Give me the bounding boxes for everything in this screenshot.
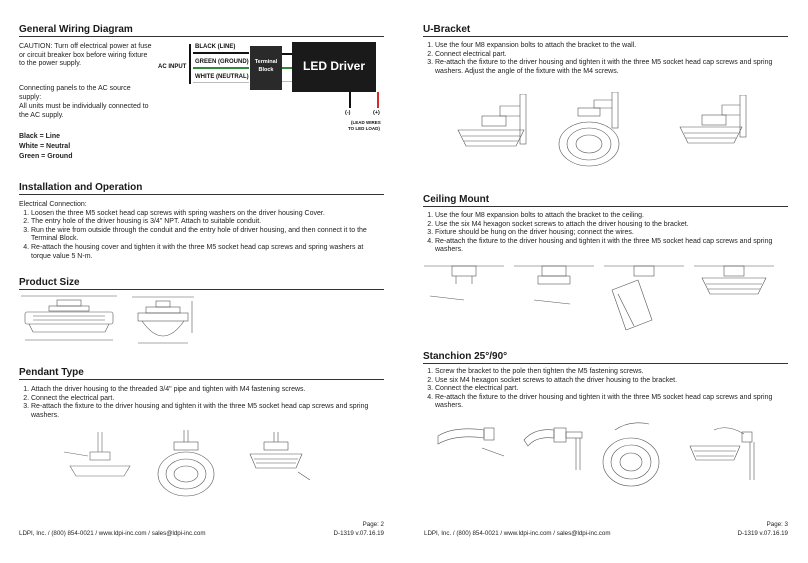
wire-black-label: BLACK (LINE) [195,44,236,50]
lead-wires-label-2: TO LED LOAD) [348,126,380,131]
wire-negative [349,92,351,108]
wiring-individual: All units must be individually connected to the AC supply. [19,103,149,119]
ceiling-step-2-drawing [514,260,594,330]
ceiling-step-4: 4. Re-attach the fixture to the driver housing and tighten it with the three M5 socket head cap screws and spring washers. [435,238,789,255]
ubracket-step-3: 3. Re-attach the fixture to the driver housing and tighten it with the three M5 socket head cap screws and spring washers. Adjust the angle of the fixture with the M4 screws. [435,59,789,76]
ac-input-label: AC INPUT [158,64,187,70]
legend-black: Black = Line [19,133,61,140]
stanchion-step-3-drawing [599,420,674,500]
installation-step-2: 2. The entry hole of the driver housing is 3/4" NPT. Attach to suitable conduit. [31,218,384,227]
installation-step-1: 1. Loosen the three M5 socket head cap screws with spring washers on the driver housing Cover. [31,210,384,219]
pendant-step-2: 2. Connect the electrical part. [31,395,384,404]
ceiling-title: Ceiling Mount [423,194,490,205]
pendant-title-rule [19,379,384,380]
stanchion-steps [423,368,789,411]
product-side-view-drawing [19,292,119,352]
ubracket-step-2-drawing [554,92,629,182]
wiring-title: General Wiring Diagram [19,24,133,35]
ubracket-step-1-drawing [454,94,534,169]
stanchion-step-3: 3. Connect the electrical part. [435,385,789,394]
wire-black [193,52,249,54]
ubracket-step-3-drawing [674,95,754,165]
stanchion-step-4-drawing [684,420,764,488]
left-footer-page: Page: 2 [362,521,384,528]
wire-positive [377,92,379,108]
wire-green [193,67,249,69]
link-black [282,53,292,55]
product-size-title-rule [19,289,384,290]
pendant-title: Pendant Type [19,367,84,378]
terminal-label-1: Terminal [254,59,278,65]
led-driver-label: LED Driver [302,59,366,73]
product-size-title: Product Size [19,277,80,288]
ceiling-step-1-drawing [424,260,504,335]
wiring-caution: CAUTION: Turn off electrical power at fuse or circuit breaker box before wiring fixture to the power supply. [19,43,152,68]
ubracket-title-rule [423,36,788,37]
ceiling-step-3-drawing [604,260,684,340]
plus-label: (+) [373,110,380,116]
ceiling-step-2: 2. Use the six M4 hexagon socket screws to attach the driver housing to the bracket. [435,221,789,230]
left-footer-contact: LDPI, Inc. / (800) 854-0021 / www.ldpi-inc.com / sales@ldpi-inc.com [19,530,206,537]
right-footer-page: Page: 3 [766,521,788,528]
wire-green-label: GREEN (GROUND) [195,59,249,65]
right-page [404,0,808,563]
ceiling-steps [423,212,789,255]
stanchion-title-rule [423,363,788,364]
ceiling-step-1: 1. Use the four M8 expansion bolts to attach the bracket to the ceiling. [435,212,789,221]
ac-input-bracket [189,44,191,84]
installation-title-rule [19,194,384,195]
right-footer-contact: LDPI, Inc. / (800) 854-0021 / www.ldpi-inc.com / sales@ldpi-inc.com [424,530,611,537]
ubracket-title: U-Bracket [423,24,471,35]
pendant-step-3-drawing [242,432,312,487]
pendant-step-3: 3. Re-attach the fixture to the driver housing and tighten it with the three M5 socket head cap screws and spring washers. [31,403,384,420]
ceiling-step-4-drawing [694,260,774,332]
ubracket-steps [423,42,789,76]
installation-intro: Electrical Connection: [19,201,87,208]
terminal-block [250,46,282,90]
installation-body [19,201,384,261]
installation-step-4: 4. Re-attach the housing cover and tighten it with the three M5 socket head cap screws and spring washers at torque value 5 N-m. [31,244,384,261]
lead-wires-label-1: (LEAD WIRES [351,120,381,125]
link-green [282,67,292,69]
legend-white: White = Neutral [19,143,71,150]
ubracket-step-2: 2. Connect electrical part. [435,51,789,60]
ceiling-title-rule [423,206,788,207]
stanchion-step-1-drawing [434,422,509,482]
pendant-steps [19,386,384,420]
wiring-diagram [155,40,385,140]
stanchion-title: Stanchion 25°/90° [423,351,508,362]
stanchion-step-1: 1. Screw the bracket to the pole then tighten the M5 fastening screws. [435,368,789,377]
ubracket-step-1: 1. Use the four M8 expansion bolts to attach the bracket to the wall. [435,42,789,51]
pendant-step-2-drawing [150,430,220,505]
link-white [282,81,292,82]
wire-white-label: WHITE (NEUTRAL) [195,74,249,80]
legend-green: Green = Ground [19,153,73,160]
stanchion-step-4: 4. Re-attach the fixture to the driver housing and tighten it with the three M5 socket head cap screws and spring washers. [435,394,789,411]
wiring-connecting: Connecting panels to the AC source supply: [19,85,131,101]
pendant-step-1: 1. Attach the driver housing to the threaded 3/4" pipe and tighten with M4 fastening screws. [31,386,384,395]
minus-label: (-) [345,110,351,116]
wiring-title-rule [19,36,384,37]
pendant-step-1-drawing [60,432,140,492]
installation-step-3: 3. Run the wire from outside through the conduit and the entry hole of driver housing, and then connect it to the Terminal Block. [31,227,384,244]
right-footer-doc: D-1319 v.07.16.19 [737,530,788,537]
left-footer-doc: D-1319 v.07.16.19 [333,530,384,537]
led-driver-box [292,42,376,92]
ceiling-step-3: 3. Fixture should be hung on the driver housing; connect the wires. [435,229,789,238]
wire-white [193,82,249,83]
installation-title: Installation and Operation [19,182,143,193]
stanchion-step-2-drawing [514,420,594,480]
stanchion-step-2: 2. Use six M4 hexagon socket screws to attach the driver housing to the bracket. [435,377,789,386]
terminal-label-2: Block [258,67,274,73]
product-front-view-drawing [128,293,198,353]
